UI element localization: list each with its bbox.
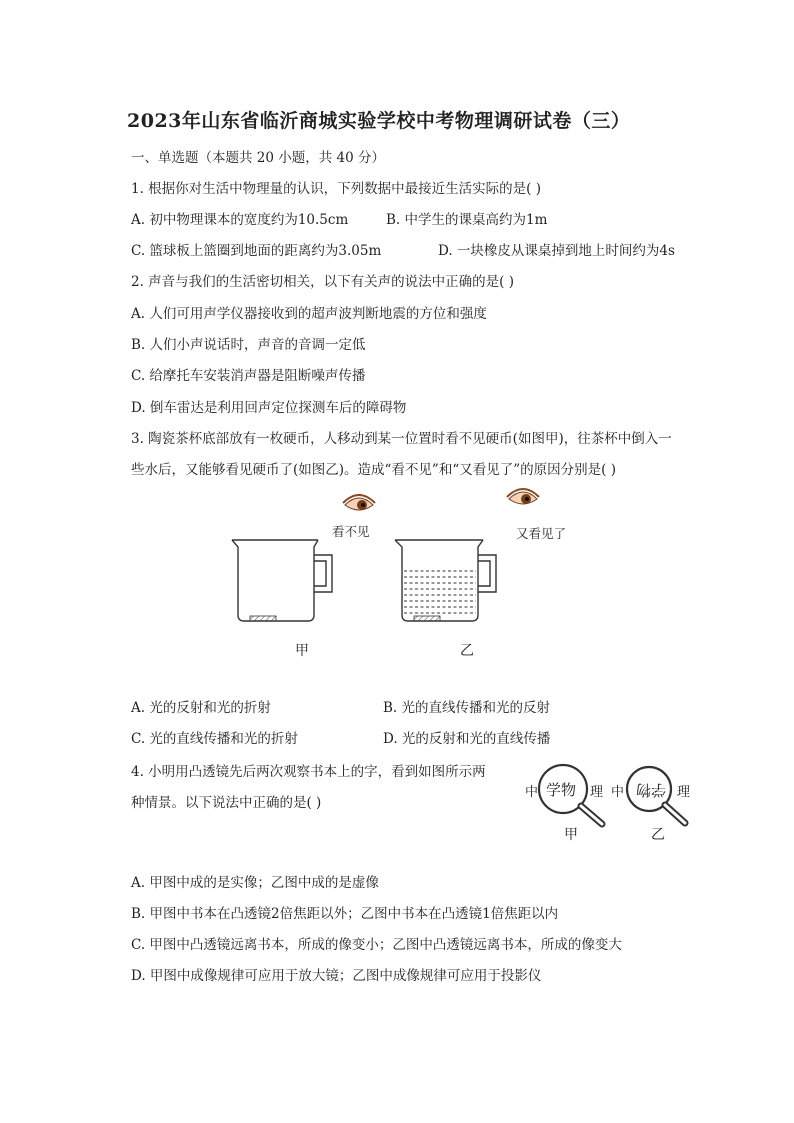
section-heading: 一、单选题（本题共 20 小题，共 40 分）	[131, 150, 386, 166]
eye-icon	[343, 495, 375, 510]
q3-stem-line2: 些水后，又能够看见硬币了(如图乙)。造成“看不见”和“又看见了”的原因分别是( )	[131, 462, 616, 478]
q3-option-a: A. 光的反射和光的折射	[131, 700, 271, 716]
q2-option-a: A. 人们可用声学仪器接收到的超声波判断地震的方位和强度	[131, 306, 487, 322]
fig4-label-jia: 甲	[564, 827, 578, 843]
fig4-left-outside: 中	[525, 785, 539, 800]
q2-option-b: B. 人们小声说话时，声音的音调一定低	[131, 337, 366, 353]
q2-option-c: C. 给摩托车安装消声器是阻断噪声传播	[131, 368, 366, 384]
page-title: 2023年山东省临沂商城实验学校中考物理调研试卷（三）	[127, 110, 631, 132]
q4-option-b: B. 甲图中书本在凸透镜2倍焦距以外；乙图中书本在凸透镜1倍焦距以内	[131, 906, 559, 922]
fig-label-yi: 乙	[460, 643, 474, 659]
q1-stem: 1. 根据你对生活中物理量的认识，下列数据中最接近生活实际的是( )	[131, 181, 541, 197]
q1-option-b: B. 中学生的课桌高约为1m	[386, 212, 548, 228]
q1-option-d: D. 一块橡皮从课桌掉到地上时间约为4s	[438, 243, 675, 259]
fig4-right-outside-right: 理	[677, 785, 691, 800]
q3-option-b: B. 光的直线传播和光的反射	[383, 700, 551, 716]
water	[404, 571, 476, 613]
fig4-left-outside-right: 理	[590, 785, 604, 800]
q1-option-a: A. 初中物理课本的宽度约为10.5cm	[131, 212, 349, 228]
q3-option-d: D. 光的反射和光的直线传播	[383, 731, 551, 747]
q4-stem-line1: 4. 小明用凸透镜先后两次观察书本上的字，看到如图所示两	[131, 764, 486, 780]
fig-label-jia: 甲	[295, 643, 309, 659]
q1-option-c: C. 篮球板上篮圈到地面的距离约为3.05m	[131, 243, 382, 259]
q2-stem: 2. 声音与我们的生活密切相关，以下有关声的说法中正确的是( )	[131, 274, 514, 290]
fig4-label-yi: 乙	[651, 827, 665, 843]
cup-jia	[232, 540, 332, 621]
q4-option-d: D. 甲图中成像规律可应用于放大镜；乙图中成像规律可应用于投影仪	[131, 968, 542, 984]
q4-stem-line2: 种情景。以下说法中正确的是( )	[131, 795, 322, 811]
fig4-right-lens-text: 学物	[636, 781, 667, 799]
eye-icon	[507, 489, 539, 504]
fig-caption-left: 看不见	[332, 524, 370, 539]
q4-option-a: A. 甲图中成的是实像；乙图中成的是虚像	[131, 875, 379, 891]
q3-stem-line1: 3. 陶瓷茶杯底部放有一枚硬币，人移动到某一位置时看不见硬币(如图甲)，往茶杯中倒入一	[131, 431, 672, 447]
fig-caption-right: 又看见了	[516, 526, 567, 541]
coin	[250, 616, 276, 621]
cup-yi	[395, 540, 496, 621]
q4-option-c: C. 甲图中凸透镜远离书本，所成的像变小；乙图中凸透镜远离书本，所成的像变大	[131, 937, 622, 953]
fig4-right-outside: 中	[611, 785, 625, 800]
fig4-left-lens-text: 学物	[546, 781, 577, 799]
coin	[414, 616, 440, 621]
q3-option-c: C. 光的直线传播和光的折射	[131, 731, 298, 747]
q2-option-d: D. 倒车雷达是利用回声定位探测车后的障碍物	[131, 400, 407, 416]
q3-figure	[220, 485, 550, 665]
q4-figure	[520, 758, 700, 843]
